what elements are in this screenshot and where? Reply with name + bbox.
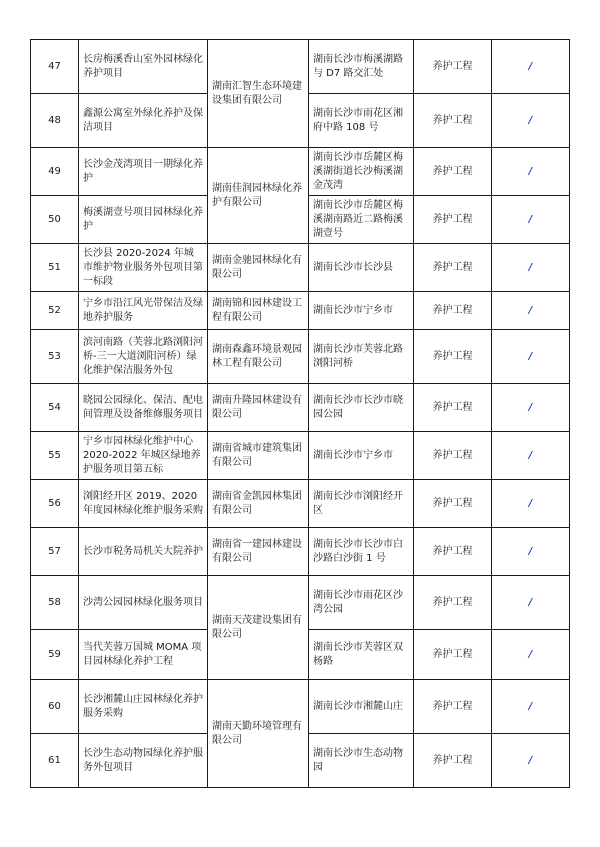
remark-mark: / [492, 680, 570, 734]
row-number: 52 [31, 292, 79, 330]
project-type: 养护工程 [414, 196, 492, 244]
project-name: 鑫源公寓室外绿化养护及保洁项目 [79, 94, 208, 148]
remark-mark: / [492, 148, 570, 196]
remark-mark: / [492, 94, 570, 148]
project-location: 湖南长沙市岳麓区梅溪湖街道长沙梅溪湖金茂湾 [309, 148, 414, 196]
project-location: 湖南长沙市芙蓉北路浏阳河桥 [309, 330, 414, 384]
table-row [31, 40, 570, 94]
project-location: 湖南长沙市长沙市白沙路白沙街 1 号 [309, 528, 414, 576]
table-body [31, 40, 570, 788]
table-row [31, 292, 570, 330]
remark-mark: / [492, 528, 570, 576]
project-type: 养护工程 [414, 630, 492, 680]
remark-mark: / [492, 292, 570, 330]
remark-mark: / [492, 244, 570, 292]
project-name: 宁乡市园林绿化维护中心 2020-2022 年城区绿地养护服务项目第五标 [79, 432, 208, 480]
project-location: 湖南长沙市雨花区湘府中路 108 号 [309, 94, 414, 148]
company-name: 湖南佳润园林绿化养护有限公司 [208, 148, 309, 244]
project-location: 湖南长沙市生态动物园 [309, 734, 414, 788]
project-type: 养护工程 [414, 292, 492, 330]
table-row [31, 480, 570, 528]
row-number: 60 [31, 680, 79, 734]
company-name: 湖南升隆园林建设有限公司 [208, 384, 309, 432]
row-number: 55 [31, 432, 79, 480]
row-number: 58 [31, 576, 79, 630]
project-type: 养护工程 [414, 384, 492, 432]
project-location: 湖南长沙市芙蓉区双杨路 [309, 630, 414, 680]
project-name: 沙湾公园园林绿化服务项目 [79, 576, 208, 630]
project-type: 养护工程 [414, 480, 492, 528]
project-type: 养护工程 [414, 244, 492, 292]
remark-mark: / [492, 384, 570, 432]
table-row [31, 432, 570, 480]
project-name: 长沙县 2020-2024 年城市维护物业服务外包项目第一标段 [79, 244, 208, 292]
project-name: 浏阳经开区 2019、2020 年度园林绿化维护服务采购 [79, 480, 208, 528]
table-row [31, 384, 570, 432]
company-name: 湖南省一建园林建设有限公司 [208, 528, 309, 576]
project-type: 养护工程 [414, 330, 492, 384]
row-number: 54 [31, 384, 79, 432]
project-name: 晓园公园绿化、保洁、配电间管理及设备维修服务项目 [79, 384, 208, 432]
row-number: 61 [31, 734, 79, 788]
company-name: 湖南锦和园林建设工程有限公司 [208, 292, 309, 330]
remark-mark: / [492, 40, 570, 94]
table-row [31, 244, 570, 292]
company-name: 湖南省城市建筑集团有限公司 [208, 432, 309, 480]
project-name: 长沙金茂湾项目一期绿化养护 [79, 148, 208, 196]
company-name: 湖南天勤环境管理有限公司 [208, 680, 309, 788]
project-type: 养护工程 [414, 94, 492, 148]
project-location: 湖南长沙市雨花区沙湾公园 [309, 576, 414, 630]
project-location: 湖南长沙市湘麓山庄 [309, 680, 414, 734]
project-table [30, 39, 570, 788]
project-location: 湖南长沙市浏阳经开区 [309, 480, 414, 528]
company-name: 湖南汇智生态环境建设集团有限公司 [208, 40, 309, 148]
project-name: 当代芙蓉万国城 MOMA 项目园林绿化养护工程 [79, 630, 208, 680]
project-type: 养护工程 [414, 40, 492, 94]
remark-mark: / [492, 630, 570, 680]
project-name: 宁乡市沿江风光带保洁及绿地养护服务 [79, 292, 208, 330]
row-number: 53 [31, 330, 79, 384]
remark-mark: / [492, 734, 570, 788]
row-number: 59 [31, 630, 79, 680]
remark-mark: / [492, 196, 570, 244]
row-number: 56 [31, 480, 79, 528]
company-name: 湖南省金凯园林集团有限公司 [208, 480, 309, 528]
project-location: 湖南长沙市宁乡市 [309, 292, 414, 330]
row-number: 57 [31, 528, 79, 576]
company-name: 湖南金驰园林绿化有限公司 [208, 244, 309, 292]
project-name: 长沙市税务局机关大院养护 [79, 528, 208, 576]
company-name: 湖南天茂建设集团有限公司 [208, 576, 309, 680]
project-location: 湖南长沙市岳麓区梅溪湖南路近二路梅溪湖壹号 [309, 196, 414, 244]
project-location: 湖南长沙市长沙县 [309, 244, 414, 292]
project-type: 养护工程 [414, 528, 492, 576]
remark-mark: / [492, 330, 570, 384]
project-name: 长沙湘麓山庄园林绿化养护服务采购 [79, 680, 208, 734]
row-number: 48 [31, 94, 79, 148]
table-row [31, 576, 570, 630]
project-location: 湖南长沙市宁乡市 [309, 432, 414, 480]
table-row [31, 330, 570, 384]
project-location: 湖南长沙市长沙市晓园公园 [309, 384, 414, 432]
project-type: 养护工程 [414, 680, 492, 734]
project-name: 滨河南路（芙蓉北路浏阳河桥-三一大道浏阳河桥）绿化维护保洁服务外包 [79, 330, 208, 384]
project-type: 养护工程 [414, 734, 492, 788]
table-row [31, 528, 570, 576]
remark-mark: / [492, 480, 570, 528]
project-name: 梅溪湖壹号项目园林绿化养护 [79, 196, 208, 244]
project-type: 养护工程 [414, 432, 492, 480]
remark-mark: / [492, 432, 570, 480]
project-type: 养护工程 [414, 576, 492, 630]
company-name: 湖南森鑫环境景观园林工程有限公司 [208, 330, 309, 384]
table-row [31, 680, 570, 734]
row-number: 49 [31, 148, 79, 196]
row-number: 47 [31, 40, 79, 94]
row-number: 51 [31, 244, 79, 292]
project-name: 长房梅溪香山室外园林绿化养护项目 [79, 40, 208, 94]
remark-mark: / [492, 576, 570, 630]
table-row [31, 148, 570, 196]
row-number: 50 [31, 196, 79, 244]
project-type: 养护工程 [414, 148, 492, 196]
project-location: 湖南长沙市梅溪湖路与 D7 路交汇处 [309, 40, 414, 94]
project-name: 长沙生态动物园绿化养护服务外包项目 [79, 734, 208, 788]
